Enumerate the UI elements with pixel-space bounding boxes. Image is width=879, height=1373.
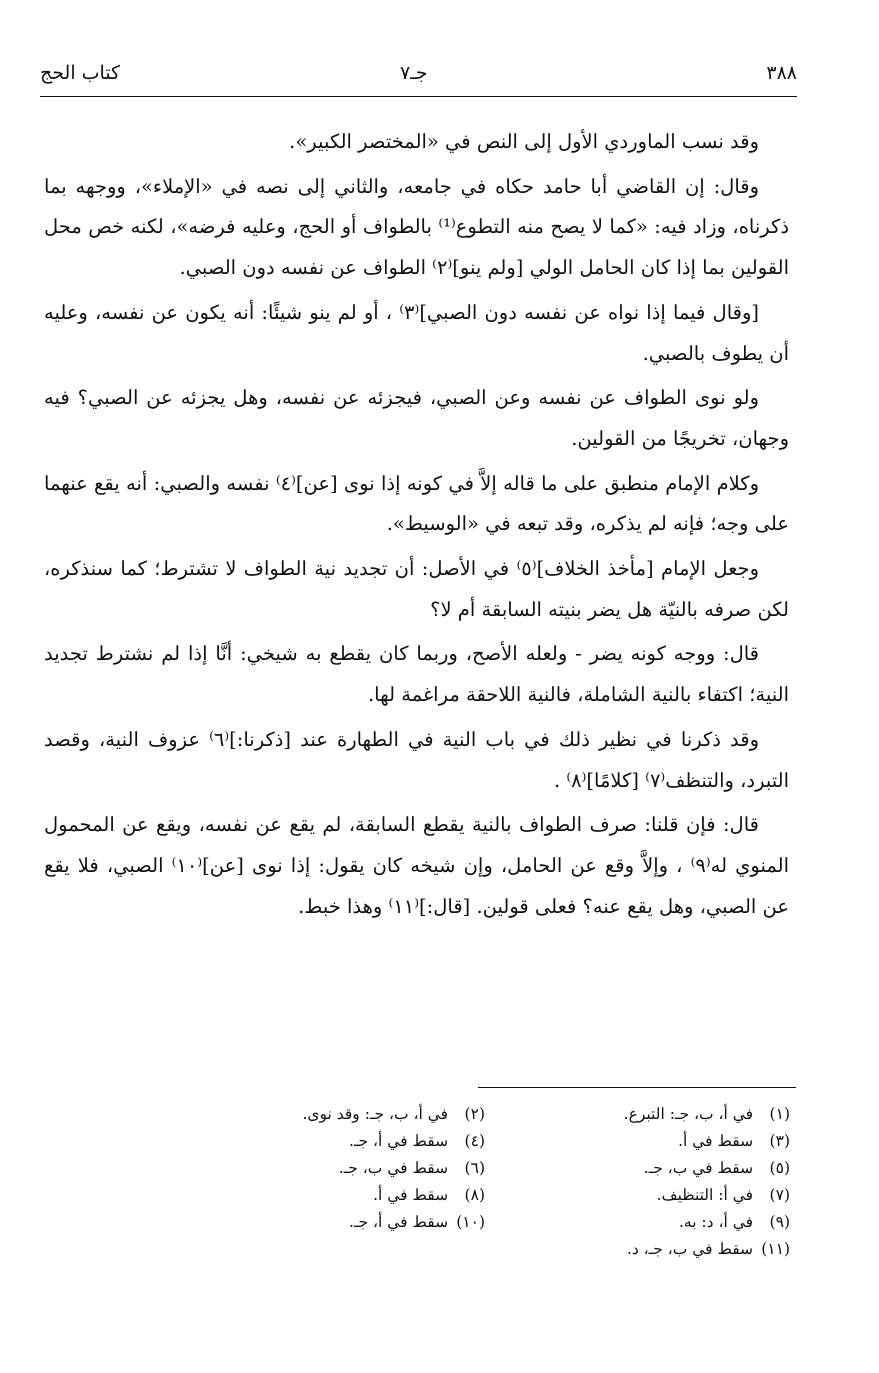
footnote-item [495, 1128, 790, 1155]
footnote-number: (٣) [769, 1132, 790, 1150]
footnote-item [495, 1101, 790, 1128]
paragraph: وقد ذكرنا في نظير ذلك في باب النية في الطهارة عند [ذكرنا:]⁽٦⁾ عزوف النية، وقصد التبرد، والتنظف⁽٧⁾ [كلامًا]⁽٨⁾ . [44, 727, 789, 792]
footnote-item [190, 1128, 485, 1155]
footnote-text: في أ: التنظيف. [656, 1186, 754, 1204]
running-header [40, 62, 797, 96]
footnote-item [190, 1155, 485, 1182]
paragraph: ولو نوى الطواف عن نفسه وعن الصبي، فيجزئه عن نفسه، وهل يجزئه عن الصبي؟ فيه وجهان، تخريجًا من القولين. [44, 386, 789, 450]
footnote-text: سقط في أ. [678, 1132, 754, 1150]
footnote-text: سقط في ب، جـ. [643, 1159, 754, 1177]
footnote-item [495, 1209, 790, 1236]
footnote-number: (١) [769, 1105, 790, 1123]
main-text [44, 122, 789, 931]
footnote-text: في أ، ب، جـ: التبرع. [623, 1105, 754, 1123]
footnote-item [190, 1101, 485, 1128]
footnote-text: سقط في ب، جـ. [338, 1159, 449, 1177]
footnote-number: (٥) [769, 1159, 790, 1177]
footnote-item [495, 1155, 790, 1182]
footnote-text: سقط في أ، جـ. [349, 1213, 449, 1231]
footnote-number: (٦) [464, 1159, 485, 1177]
footnote-item [190, 1209, 485, 1236]
paragraph: قال: ووجه كونه يضر - ولعله الأصح، وربما كان يقطع به شيخي: أنَّا إذا لم نشترط تجديد النية؛ اكتفاء بالنية الشاملة، فالنية اللاحقة مراغمة لها. [44, 642, 789, 707]
footnote-item [495, 1236, 790, 1263]
footnote-number: (٤) [464, 1132, 485, 1150]
footnote-item [495, 1182, 790, 1209]
book-title: كتاب الحج [40, 62, 121, 84]
footnote-number: (٧) [769, 1186, 790, 1204]
paragraph: [وقال فيما إذا نواه عن نفسه دون الصبي]⁽٣⁾ ، أو لم ينو شيئًا: أنه يكون عن نفسه، وعليه أن يطوف بالصبي. [44, 300, 789, 365]
footnote-text: سقط في ب، جـ، د. [626, 1240, 754, 1258]
footnote-divider [478, 1087, 796, 1088]
footnote-number: (١٠) [456, 1213, 485, 1231]
footnote-text: في أ، د: به. [678, 1213, 754, 1231]
paragraph: قال: فإن قلنا: صرف الطواف بالنية يقطع السابقة، لم يقع عن نفسه، ويقع عن المحمول المنوي له⁽٩⁾ ، وإلاَّ وقع عن الحامل، وإن شيخه كان يقول: إذا نوى [عن]⁽١٠⁾ الصبي، فلا يقع عن الصبي، وهل يقع عنه؟ فعلى قولين. [قال:]⁽١١⁾ وهذا خبط. [44, 813, 789, 918]
footnote-text: سقط في أ، جـ. [349, 1132, 449, 1150]
volume-label: جـ٧ [400, 62, 428, 84]
footnote-number: (٨) [464, 1186, 485, 1204]
header-divider [40, 96, 797, 97]
footnote-item [190, 1182, 485, 1209]
paragraph: وكلام الإمام منطبق على ما قاله إلاَّ في كونه إذا نوى [عن]⁽٤⁾ نفسه والصبي: أنه يقع عنهما على وجه؛ فإنه لم يذكره، وقد تبعه في «الوسيط». [44, 471, 789, 536]
page-number: ٣٨٨ [766, 62, 797, 84]
footnote-text: سقط في أ. [373, 1186, 449, 1204]
paragraph: وقال: إن القاضي أبا حامد حكاه في جامعه، والثاني إلى نصه في «الإملاء»، ووجهه بما ذكرناه، وزاد فيه: «كما لا يصح منه التطوع⁽¹⁾ بالطواف أو الحج، وعليه فرضه»، لكنه خص محل القولين بما إذا كان الحامل الولي [ولم ينو]⁽٢⁾ الطواف عن نفسه دون الصبي. [44, 174, 790, 280]
footnote-number: (٩) [769, 1213, 790, 1231]
footnote-text: في أ، ب، جـ: وقد نوى. [302, 1105, 449, 1123]
footnote-number: (٢) [464, 1105, 485, 1123]
paragraph: وجعل الإمام [مأخذ الخلاف]⁽٥⁾ في الأصل: أن تجديد نية الطواف لا تشترط؛ كما سنذكره، لكن صرفه بالنيّة هل يضر بنيته السابقة أم لا؟ [44, 557, 789, 621]
paragraph: وقد نسب الماوردي الأول إلى النص في «المختصر الكبير». [289, 130, 759, 153]
footnotes [190, 1101, 790, 1263]
footnote-number: (١١) [761, 1240, 790, 1258]
